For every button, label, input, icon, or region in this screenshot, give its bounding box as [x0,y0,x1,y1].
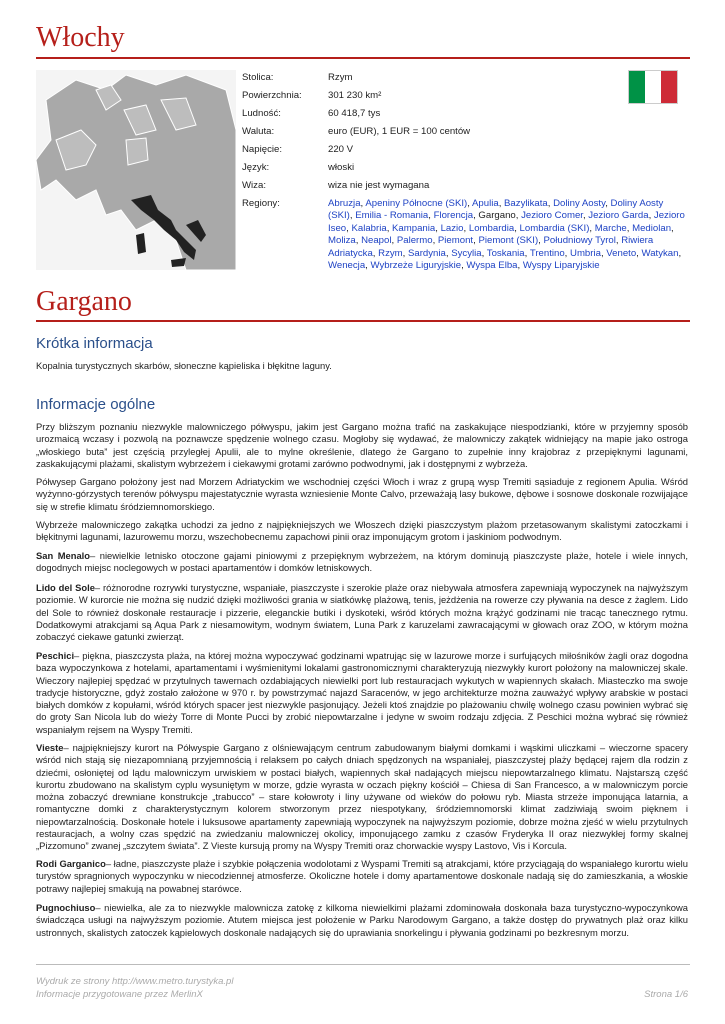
paragraph-coast: Wybrzeże malowniczego zakątka uchodzi za jedno z najpiękniejszych we Włoszech dzięki piaszczystym plażom przetasowanym skalistymi zatoczkami i błękitnymi lagunami, lazurowemu morzu, wszechobecnemu zapachowi pinii oraz imponującym grotom i jaskiniom podwodnym. [36,519,688,543]
paragraph-intro: Przy bliższym poznaniu niezwykle malowniczego półwyspu, jakim jest Gargano można trafić na zaskakujące niespodzianki, które w przyjemny sposób urozmaicą wczasy i pozwolą na poznawcze spędzenie wolnego czasu. Mogłoby się wydawać, że malowniczy zakątek widniejący na mapie jako ostroga „włoskiego buta” jest częścią przyległej Apulii, ale to mylne określenie, dlatego że Gargano to zupełnie inny krajobraz z przepięknymi lagunami, zaskakującymi plażami, skalistym wybrzeżem i ciekawymi grotami zarówno podwodnymi, jak i dostępnymi z wybrzeża. [36,421,688,469]
info-row: Napięcie: 220 V [242,144,354,155]
region-link[interactable]: Apeniny Północne (SKI) [365,198,468,209]
region-link[interactable]: Rzym [378,247,403,259]
region-link[interactable]: Emilia - Romania [355,210,429,222]
place-name: Peschici [36,650,75,661]
place-name: Pugnochiuso [36,902,96,913]
general-info-heading: Informacje ogólne [36,396,156,413]
region-link[interactable]: Piemont (SKI) [478,235,539,247]
region-link[interactable]: Apulia [472,198,499,209]
map-of-italy [36,70,236,270]
region-link[interactable]: Moliza [328,235,356,247]
paragraph-san-menalo: San Menalo– niewielkie letnisko otoczone gajami piniowymi z przepięknym wybrzeżem, na którym dominują piaszczyste plaże, hotele i wiele innych, dogodnych miejsc noclegowych w postaci apartamentów i domków letniskowych. [36,550,688,574]
info-row-regions: Regiony: Abruzja, Apeniny Północne (SKI), Apulia, Bazylikata, Doliny Aosty, Doliny Aosty (SKI), Emilia - Romania, Florencja, Gargano, Jezioro Comer, Jezioro Garda, Jezioro Iseo, Kalabria, Kampania, Lazio, Lombardia, Lombardia (SKI), Marche, Mediolan, Moliza, Neapol, Palermo, Piemont, Piemont (SKI), Południowy Tyrol, Riwiera Adriatycka, Rzym, Sardynia, Sycylia, Toskania, Trentino, Umbria, Veneto, Watykan, Wenecja, Wybrzeże Liguryjskie, Wyspa Elba, Wyspy Liparyjskie [242,198,690,272]
paragraph-rodi-garganico: Rodi Garganico– ładne, piaszczyste plaże i szybkie połączenia wodolotami z Wyspami Tremiti są atrakcjami, które przyciągają do wspaniałego kurortu wielu turystów spragnionych wypoczynku w niecodziennej atmosferze. Okoliczne hotele i domy apartamentowe doskonale nadają się do zamieszkania, a włoskie potrawy najlepiej smakują na powabnej starówce. [36,858,688,894]
region-link[interactable]: Watykan [641,247,679,259]
paragraph-location: Półwysep Gargano położony jest nad Morzem Adriatyckim we wschodniej części Włoch i wraz z grupą wysp Tremiti sąsiaduje z regionem Apulia. Wśród wyżynno-górzystych terenów półwyspu majestatycznie wyrasta wzniesienie Monte Calvo, przeważają lasy bukowe, dębowe i sosnowe doskonale rozwijające się w strefie klimatu śródziemnomorskiego. [36,476,688,512]
short-info-text: Kopalnia turystycznych skarbów, słoneczne kąpieliska i błękitne laguny. [36,360,332,371]
region-link[interactable]: Veneto [606,247,637,259]
paragraph-vieste: Vieste– najpiękniejszy kurort na Półwyspie Gargano z olśniewającym centrum zabudowanym białymi domkami i wąskimi uliczkami – wieczorne spacery wśród nich stają się niezapomnianą przyjemnością i relaksem po całych dniach spędzonych na wspaniałej, piaszczystej plaży będącej rajem dla rodzin z dziećmi, osłoniętej od lądu malowniczym urwiskiem w postaci białych, wapiennych skał nadających miejscu niepowtarzalnego klimatu. Najstarszą część kurortu zbudowano na skalistym cyplu wysuniętym w morze, gdzie wyrasta w oczach piękny kościół – Chiesa di San Francesco, a w malowniczym porcie można zobaczyć drewniane konstrukcje „trabucco” – stare kołowroty i liny używane od wieków do połowu ryb. Miasta strzeże imponująca latarnia, a romantyczne domki z charakterystycznym kolorem stworzonym przez niespotykany, śródziemnomorski klimat zadziwiają swoim pięknem i niepowtarzalnością. Doskonałe hotele i luksusowe apartamenty zapewniają wypoczynek na najwyższym poziomie, dobrze można zjeść w wielu przytulnych restauracjach, a wolny czas spędzić na zwiedzaniu malowniczej okolicy, imponującego zamku z czasów Fryderyka II oraz niezwykłej formy skalnej „Pizzomuno” zwanej „szczytem świata”. Z Vieste kursują promy na Wyspy Tremiti oraz chorwackie wyspy Lastovo, Vis i Korcula. [36,742,688,852]
info-row: Waluta: euro (EUR), 1 EUR = 100 centów [242,126,471,137]
region-link[interactable]: Sycylia [451,247,482,259]
region-text: Gargano [478,210,516,222]
region-link[interactable]: Florencja [433,210,474,222]
region-link[interactable]: Mediolan [632,222,672,234]
footer-source: Wydruk ze strony http://www.metro.turystyka.pl [36,976,234,987]
region-link[interactable]: Piemont [437,235,474,247]
title-rule [36,57,690,59]
info-row: Język: włoski [242,162,355,173]
region-link[interactable]: Lombardia (SKI) [519,222,590,234]
footer-page-number: Strona 1/6 [644,989,688,1000]
region-link[interactable]: Bazylikata [504,198,548,209]
country-title: Włochy [36,22,125,53]
region-link[interactable]: Riwiera Adriatycka [328,235,654,259]
short-info-heading: Krótka informacja [36,335,153,352]
region-link[interactable]: Jezioro Iseo [328,210,685,234]
regions-list: Abruzja, Apeniny Północne (SKI), Apulia, Bazylikata, Doliny Aosty, Doliny Aosty (SKI), Emilia - Romania, Florencja, Gargano, Jezioro Comer, Jezioro Garda, Jezioro Iseo, Kalabria, Kampania, Lazio, Lombardia, Lombardia (SKI), Marche, Mediolan, Moliza, Neapol, Palermo, Piemont, Piemont (SKI), Południowy Tyrol, Riwiera Adriatycka, Rzym, Sardynia, Sycylia, Toskania, Trentino, Umbria, Veneto, Watykan, Wenecja, Wybrzeże Liguryjskie, Wyspa Elba, Wyspy Liparyjskie [328,198,685,272]
region-link[interactable]: Wybrzeże Liguryjskie [370,260,462,272]
region-link[interactable]: Lombardia [468,222,515,234]
region-link[interactable]: Umbria [570,247,601,259]
destination-rule [36,320,690,322]
region-link[interactable]: Sardynia [408,247,446,259]
region-link[interactable]: Wenecja [328,260,366,272]
place-name: San Menalo [36,550,91,561]
info-row: Stolica: Rzym [242,72,353,83]
region-link[interactable]: Wyspy Liparyjskie [522,260,600,272]
info-row: Wiza: wiza nie jest wymagana [242,180,430,191]
place-name: Vieste [36,742,64,753]
place-name: Rodi Garganico [36,858,106,869]
region-link[interactable]: Toskania [486,247,525,259]
country-info-table [242,72,690,272]
region-link[interactable]: Wyspa Elba [466,260,518,272]
region-link[interactable]: Jezioro Comer [521,210,583,222]
info-row: Ludność: 60 418,7 tys [242,108,381,119]
region-link[interactable]: Palermo [396,235,433,247]
paragraph-peschici: Peschici– piękna, piaszczysta plaża, na której można wypoczywać godzinami wpatrując się w lazurowe morze i surfujących miłośników żagli oraz dogodna baza wypoczynkowa z hotelami, apartamentami i wyśmienitymi lokalami gastronomicznymi charakteryzują niezwykły kurort położony na malowniczej skale. Wieczory najlepiej spędzać w przytulnych tawernach ozdabiających niewielki port lub restauracjach wykutych w wapiennych skałach. Miasteczko ma swoje tradycje historyczne, gdyż zostało założone w 970 r. by powstrzymać najazd Saracenów, w jego architekturze można zauważyć wpływy arabskie w postaci białych domków z kopułami, wśród których spacer jest niezwykle pasjonujący. Jeżeli ktoś znajdzie po plażowaniu chwilę wolnego czasu powinien wybrać się do groty San Nicola lub do wieży Torre di Monte Pucci by zrobić niepowtarzalne i jedyne w swoim rodzaju zdjęcia. Z Peschici można wybrać się również wspaniałym rejsem na Wyspy Tremiti. [36,650,688,735]
region-link[interactable]: Marche [594,222,627,234]
region-link[interactable]: Jezioro Garda [588,210,649,222]
region-link[interactable]: Neapol [361,235,392,247]
region-link[interactable]: Trentino [529,247,565,259]
place-name: Lido del Sole [36,582,95,593]
region-link[interactable]: Doliny Aosty [553,198,606,209]
footer-credit: Informacje przygotowane przez MerlinX [36,989,203,1000]
region-link[interactable]: Abruzja [328,198,361,209]
region-link[interactable]: Południowy Tyrol [543,235,616,247]
paragraph-lido-del-sole: Lido del Sole– różnorodne rozrywki turystyczne, wspaniałe, piaszczyste i szerokie plaże oraz niebywała atmosfera zapewniają wypoczynek na najwyższym poziomie. W kurorcie nie można się nudzić dzięki możliwości grania w siatkówkę plażową, tenis, jeżdżenia na rowerze czy pływania na desce z żaglem. Lido del Sole to również doskonałe restauracje i pizzerie, eleganckie butiki i dyskoteki, wśród których można krążyć godzinami nie tracąc tanecznego rytmu. Dodatkowymi atrakcjami są Aqua Park z niesamowitym, wodnym światem, Luna Park z karuzelami zawracającymi w głowach oraz ZOO, w którym można zobaczyć ciekawe gatunki zwierząt. [36,582,688,643]
region-link[interactable]: Kampania [392,222,436,234]
info-row: Powierzchnia: 301 230 km² [242,90,382,101]
footer-rule [36,964,690,965]
region-link[interactable]: Kalabria [351,222,387,234]
paragraph-pugnochiuso: Pugnochiuso– niewielka, ale za to niezwykle malownicza zatokę z kilkoma niewielkimi plażami zdominowała doskonała baza turystyczno-wypoczynkowa świadcząca usługi na najwyższym poziomie. Atutem miejsca jest położenie w Parku Narodowym Gargano, a także dostęp do prywatnych plaż oraz kilku ustronnych, skalistych zatoczek kąpielowych doskonale nadających się do uprawiania snorkelingu i pływania godzinami po bezkresnym morzu. [36,902,688,938]
region-link[interactable]: Lazio [440,222,464,234]
region-link[interactable]: Doliny Aosty (SKI) [328,198,664,222]
destination-title: Gargano [36,286,132,317]
